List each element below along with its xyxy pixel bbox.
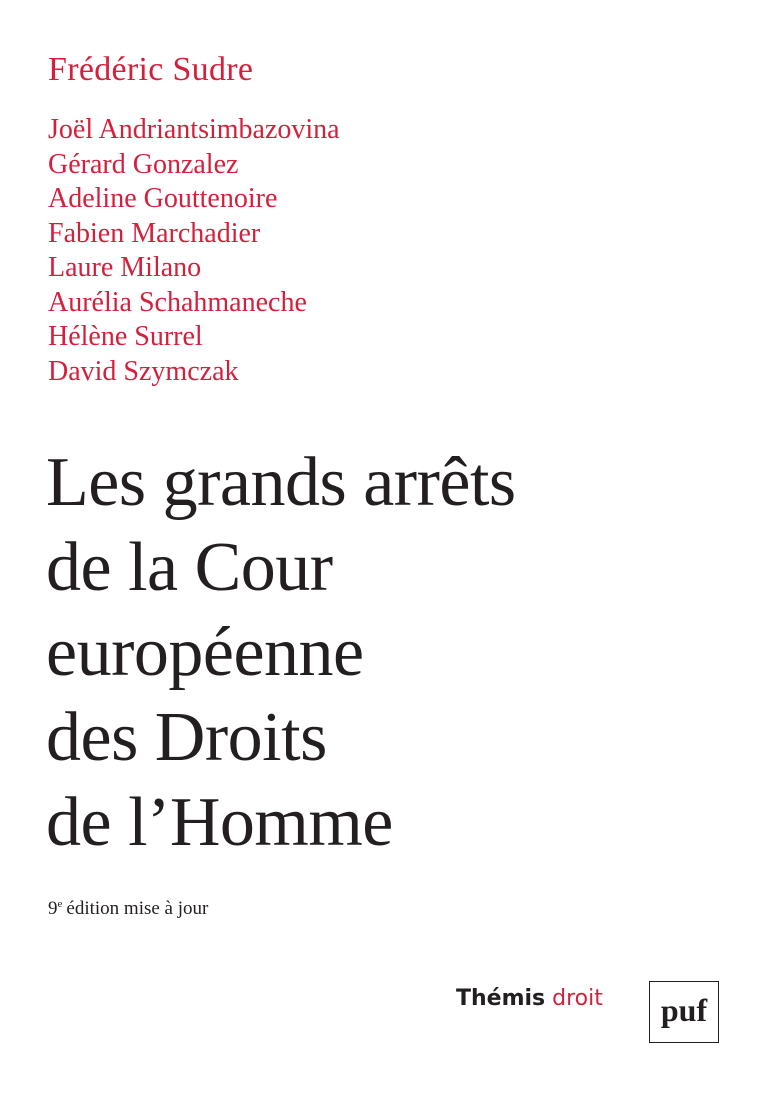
coauthor: Laure Milano — [48, 252, 202, 283]
publisher-logo — [649, 981, 719, 1043]
coauthor: Gérard Gonzalez — [48, 148, 239, 180]
publisher-logo-text: puf — [660, 992, 708, 1028]
title-line: de l’Homme — [46, 784, 393, 861]
coauthor: Adeline Gouttenoire — [48, 183, 278, 214]
coauthor: Fabien Marchadier — [48, 217, 261, 249]
coauthor: David Szymczak — [48, 355, 239, 387]
edition-superscript: e — [57, 898, 63, 910]
lead-author: Frédéric Sudre — [48, 51, 254, 88]
book-title — [46, 440, 516, 865]
edition-note — [48, 892, 208, 921]
edition-text: édition mise à jour — [66, 898, 209, 919]
coauthor: Hélène Surrel — [48, 321, 203, 352]
collection-name: Thémis — [456, 986, 546, 1011]
coauthor: Aurélia Schahmaneche — [48, 286, 307, 318]
collection-subject: droit — [552, 986, 603, 1011]
title-line: Les grands arrêts — [46, 444, 516, 521]
coauthor-list — [48, 113, 340, 389]
title-line: des Droits — [46, 699, 327, 776]
edition-number: 9 — [48, 898, 58, 919]
title-line: européenne — [46, 614, 364, 691]
coauthor: Joël Andriantsimbazovina — [48, 114, 340, 145]
collection-label — [456, 985, 603, 1013]
title-line: de la Cour — [46, 529, 333, 606]
